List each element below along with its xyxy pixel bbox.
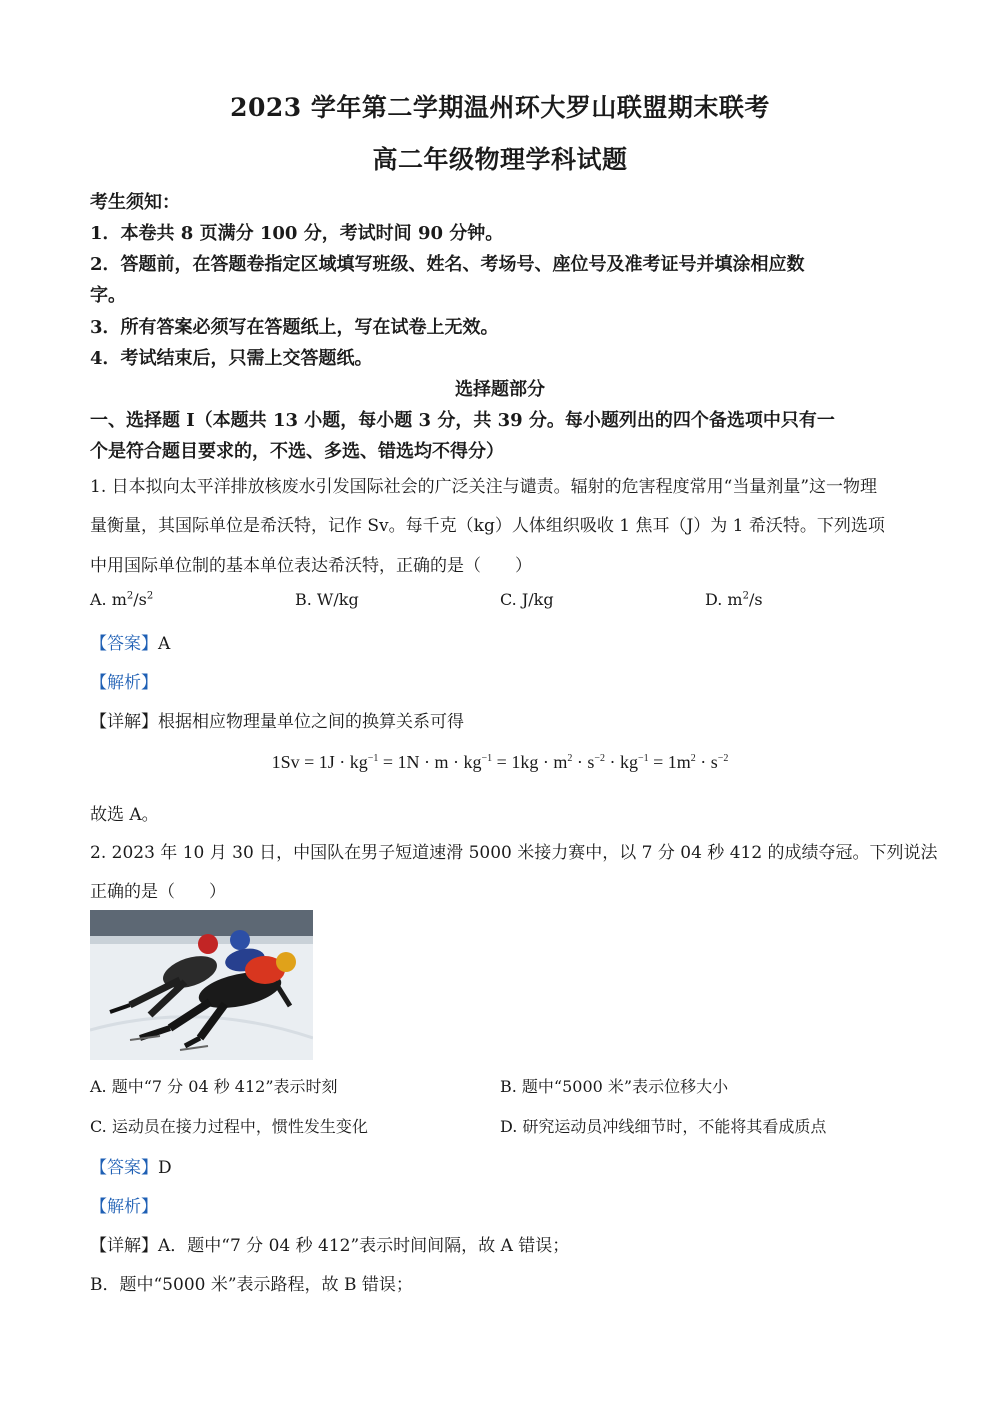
q1-stem-2: 量衡量，其国际单位是希沃特，记作 Sv。每千克（kg）人体组织吸收 1 焦耳（J）为 1 希沃特。下列选项 [90, 516, 885, 536]
section-heading-2: 个是符合题目要求的，不选、多选、错选均不得分） [90, 441, 504, 462]
q2-detail-b: B．题中“5000 米”表示路程，故 B 错误； [90, 1275, 413, 1295]
q1-formula: $1Sv = 1J \cdot kg^{-1} = 1N \cdot m \cdot kg^{-1} = 1kg \cdot m^2 \cdot s^{-2} \cdot kg^{-1} = 1m^2 \cdot s^{-2}$ [271, 752, 729, 772]
q2-stem-2: 正确的是（ ） [90, 882, 226, 902]
q2-stem-1: 2. 2023 年 10 月 30 日，中国队在男子短道速滑 5000 米接力赛中，以 7 分 04 秒 412 的成绩夺冠。下列说法 [90, 843, 938, 863]
section-title: 选择题部分 [455, 379, 545, 400]
notice-item-1: 1．本卷共 8 页满分 100 分，考试时间 90 分钟。 [90, 223, 504, 244]
q2-option-a: A. 题中“7 分 04 秒 412”表示时刻 [90, 1077, 338, 1096]
q2-option-b: B. 题中“5000 米”表示位移大小 [500, 1077, 729, 1096]
q2-detail-a: 【详解】A．题中“7 分 04 秒 412”表示时间间隔，故 A 错误； [90, 1236, 570, 1256]
exam-title: 2023 学年第二学期温州环大罗山联盟期末联考 [230, 93, 770, 122]
speed-skaters-illustration [90, 910, 313, 1060]
notice-heading: 考生须知： [90, 192, 180, 213]
speed-skating-photo [90, 910, 313, 1060]
q1-option-c: C. J/kg [500, 590, 554, 609]
q2-answer: 【答案】D [90, 1158, 172, 1178]
q1-option-a: A. $m^2/s^2$ [90, 590, 154, 609]
q1-conclusion: 故选 A。 [90, 805, 159, 825]
q1-stem-1: 1. 日本拟向太平洋排放核废水引发国际社会的广泛关注与谴责。辐射的危害程度常用“当量剂量”这一物理 [90, 477, 878, 497]
q1-analysis-tag: 【解析】 [90, 673, 158, 693]
q1-detail: 【详解】根据相应物理量单位之间的换算关系可得 [90, 712, 464, 732]
notice-item-2-cont: 字。 [90, 285, 126, 306]
exam-subtitle: 高二年级物理学科试题 [372, 145, 628, 174]
section-heading-1: 一、选择题 I（本题共 13 小题，每小题 3 分，共 39 分。每小题列出的四个备选项中只有一 [90, 410, 835, 431]
q1-answer: 【答案】A [90, 634, 171, 654]
notice-item-4: 4．考试结束后，只需上交答题纸。 [90, 348, 373, 369]
q1-stem-3: 中用国际单位制的基本单位表达希沃特，正确的是（ ） [90, 556, 532, 576]
q1-option-b: B. W/kg [295, 590, 359, 609]
notice-item-2: 2．答题前，在答题卷指定区域填写班级、姓名、考场号、座位号及准考证号并填涂相应数 [90, 254, 805, 275]
q2-option-d: D. 研究运动员冲线细节时，不能将其看成质点 [500, 1117, 827, 1136]
notice-item-3: 3．所有答案必须写在答题纸上，写在试卷上无效。 [90, 317, 499, 338]
q2-analysis-tag: 【解析】 [90, 1197, 158, 1217]
q1-option-d: D. $m^2/s$ [705, 590, 763, 609]
q2-option-c: C. 运动员在接力过程中，惯性发生变化 [90, 1117, 368, 1136]
